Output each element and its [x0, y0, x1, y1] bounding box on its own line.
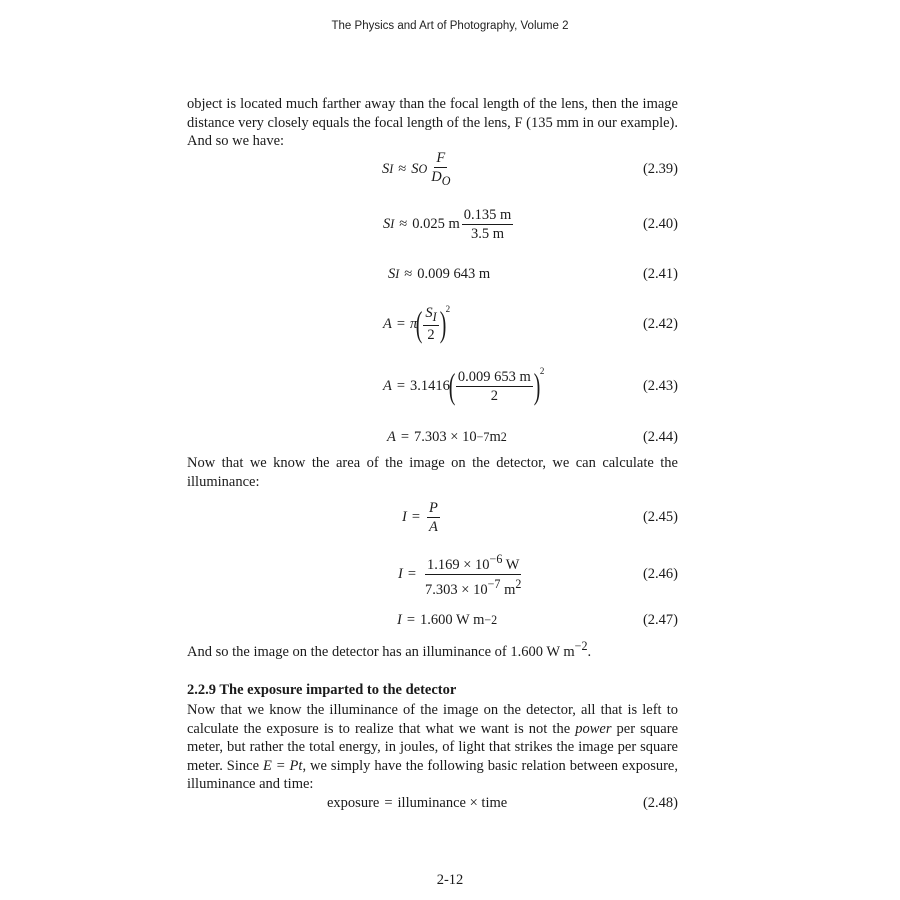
section-heading: [187, 681, 678, 700]
equation-number: (2.47): [642, 611, 678, 628]
equation-2-48: [187, 779, 678, 827]
equation-2-40: [187, 200, 678, 248]
exposure-paragraph: Now that we know the illuminance of the image on the detector, all that is left to calculate the exposure is to realize that what we want is not the power per square meter, but rather the total energy, in joules, of light that strikes the image per square meter. Since E = Pt, we simply have the following basic relation between exposure, illuminance and time:: [187, 702, 678, 792]
intro-paragraph: [187, 95, 678, 151]
intro-text: object is located much farther away than the focal length of the lens, then the image distance very closely equals the focal length of the lens, F (135 mm in our example). And so we have:: [187, 96, 678, 149]
equation-2-46: [187, 550, 678, 598]
page-number: 2-12: [436, 872, 464, 888]
equation-number: (2.43): [642, 377, 678, 394]
running-header: The Physics and Art of Photography, Volume 2: [331, 20, 569, 32]
equation-2-41: [187, 250, 678, 298]
equation-expression: S I ≈ 0.025 m $\frac{0.135 m}{3.5 m}$: [383, 206, 512, 242]
equation-number: (2.46): [642, 565, 678, 582]
equation-expression: exposure = illuminance × time: [327, 794, 508, 811]
equation-expression: A = 7.303 × 10 −7 m 2: [387, 428, 507, 445]
equation-number: (2.45): [642, 508, 678, 525]
equation-number: (2.39): [642, 160, 678, 177]
equation-expression: A = 3.1416 ( $\frac{0.009 653 m}{2}$ ) 2: [383, 366, 545, 406]
equation-2-45: [187, 493, 678, 541]
equation-expression: S I ≈ S O $\frac{F}{D_O}$: [382, 149, 451, 188]
equation-number: (2.44): [642, 428, 678, 445]
equation-number: (2.40): [642, 215, 678, 232]
equation-expression: I = $\frac{P}{A}$: [402, 499, 438, 535]
equation-expression: I = $\frac{1.169 \times 10^{-6} W}{7.303 \times 10^{-7} m^2}$: [398, 551, 522, 598]
equation-number: (2.48): [642, 794, 678, 811]
result-paragraph: And so the image on the detector has an illuminance of 1.600 W $m^{-2}$.: [187, 639, 592, 660]
section-number: 2.2.9: [187, 682, 216, 698]
equation-number: (2.42): [642, 315, 678, 332]
equation-expression: A = π ( $\frac{S_I}{2}$ ) 2: [383, 304, 451, 344]
equation-number: (2.41): [642, 265, 678, 282]
area-paragraph: Now that we know the area of the image on the detector, we can calculate the illuminance:: [187, 455, 678, 490]
equation-2-42: [187, 300, 678, 348]
equation-2-43: [187, 362, 678, 410]
equation-expression: I = 1.600 W m −2: [397, 611, 498, 628]
equation-expression: S I ≈ 0.009 643 m: [388, 265, 491, 282]
section-title: The exposure imparted to the detector: [219, 682, 457, 698]
equation-2-39: [187, 145, 678, 193]
